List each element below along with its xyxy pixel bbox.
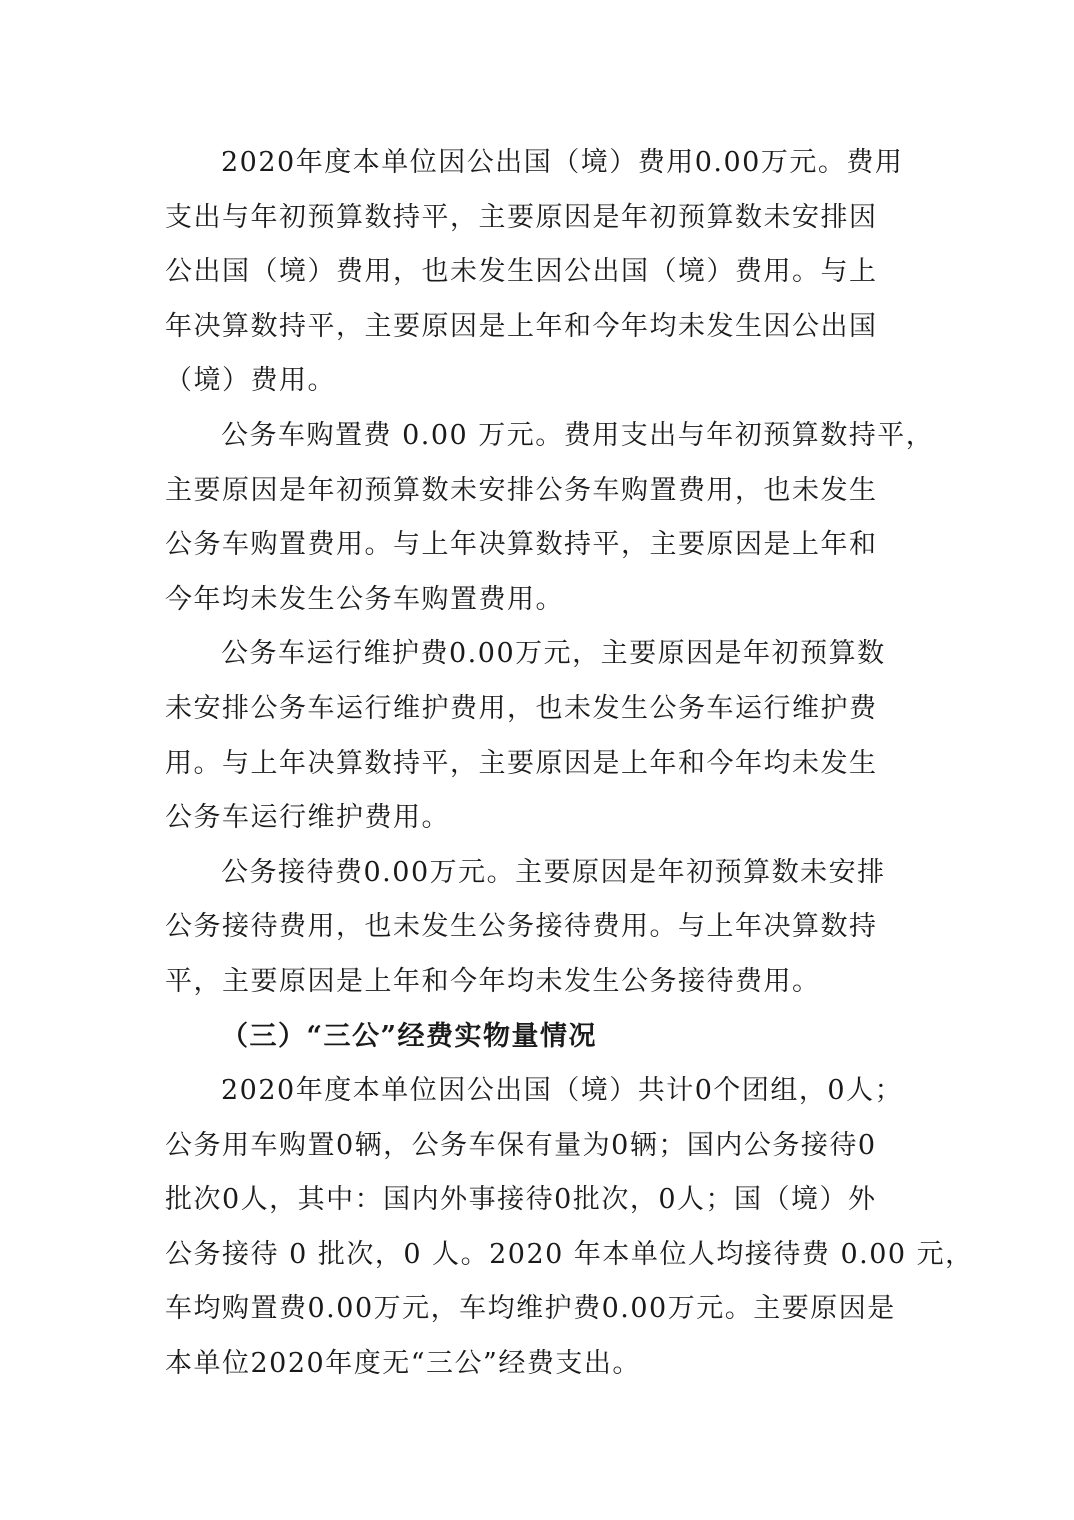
paragraph-vehicle-maintenance: [165, 627, 945, 845]
text-line: 2020年度本单位因公出国（境）共计0个团组，0人；: [221, 1075, 904, 1107]
text-line: 公出国（境）费用，也未发生因公出国（境）费用。与上: [165, 256, 878, 288]
text-line: 支出与年初预算数持平，主要原因是年初预算数未安排因: [165, 201, 878, 233]
text-line: 2020年度本单位因公出国（境）费用0.00万元。费用: [221, 147, 904, 178]
text-line: 平，主要原因是上年和今年均未发生公务接待费用。: [165, 965, 821, 997]
text-line: 今年均未发生公务车购置费用。: [165, 583, 564, 615]
text-line: 用。与上年决算数持平，主要原因是上年和今年均未发生: [165, 747, 878, 779]
text-line: 本单位2020年度无“三公”经费支出。: [165, 1348, 641, 1380]
text-line: 公务接待费用，也未发生公务接待费用。与上年决算数持: [165, 911, 878, 943]
heading-text: （三）“三公”经费实物量情况: [221, 1020, 598, 1052]
section-heading: [165, 1010, 945, 1065]
paragraph-reception: [165, 846, 945, 1010]
text-line: 年决算数持平，主要原因是上年和今年均未发生因公出国: [165, 310, 878, 342]
text-line: 公务接待费0.00万元。主要原因是年初预算数未安排: [221, 856, 886, 888]
text-line: 公务车运行维护费用。: [165, 802, 450, 834]
text-line: 公务用车购置0辆，公务车保有量为0辆；国内公务接待0: [165, 1129, 877, 1161]
text-line: 公务车运行维护费0.00万元，主要原因是年初预算数: [221, 638, 886, 670]
text-line: （境）费用。: [165, 365, 336, 397]
text-line: 公务接待 0 批次，0 人。2020 年本单位人均接待费 0.00 元，: [165, 1238, 974, 1270]
text-line: 公务车购置费 0.00 万元。费用支出与年初预算数持平，: [221, 419, 935, 451]
paragraph-physical-quantities: [165, 1064, 974, 1392]
text-line: 批次0人，其中：国内外事接待0批次，0人；国（境）外: [165, 1184, 877, 1216]
text-line: 公务车购置费用。与上年决算数持平，主要原因是上年和: [165, 529, 878, 561]
paragraph-overseas-travel: [165, 136, 945, 409]
text-line: 主要原因是年初预算数未安排公务车购置费用，也未发生: [165, 474, 878, 506]
text-line: 车均购置费0.00万元，车均维护费0.00万元。主要原因是: [165, 1293, 896, 1325]
text-line: 未安排公务车运行维护费用，也未发生公务车运行维护费: [165, 692, 878, 724]
document-body: [165, 136, 974, 1392]
paragraph-vehicle-purchase: [165, 409, 945, 627]
